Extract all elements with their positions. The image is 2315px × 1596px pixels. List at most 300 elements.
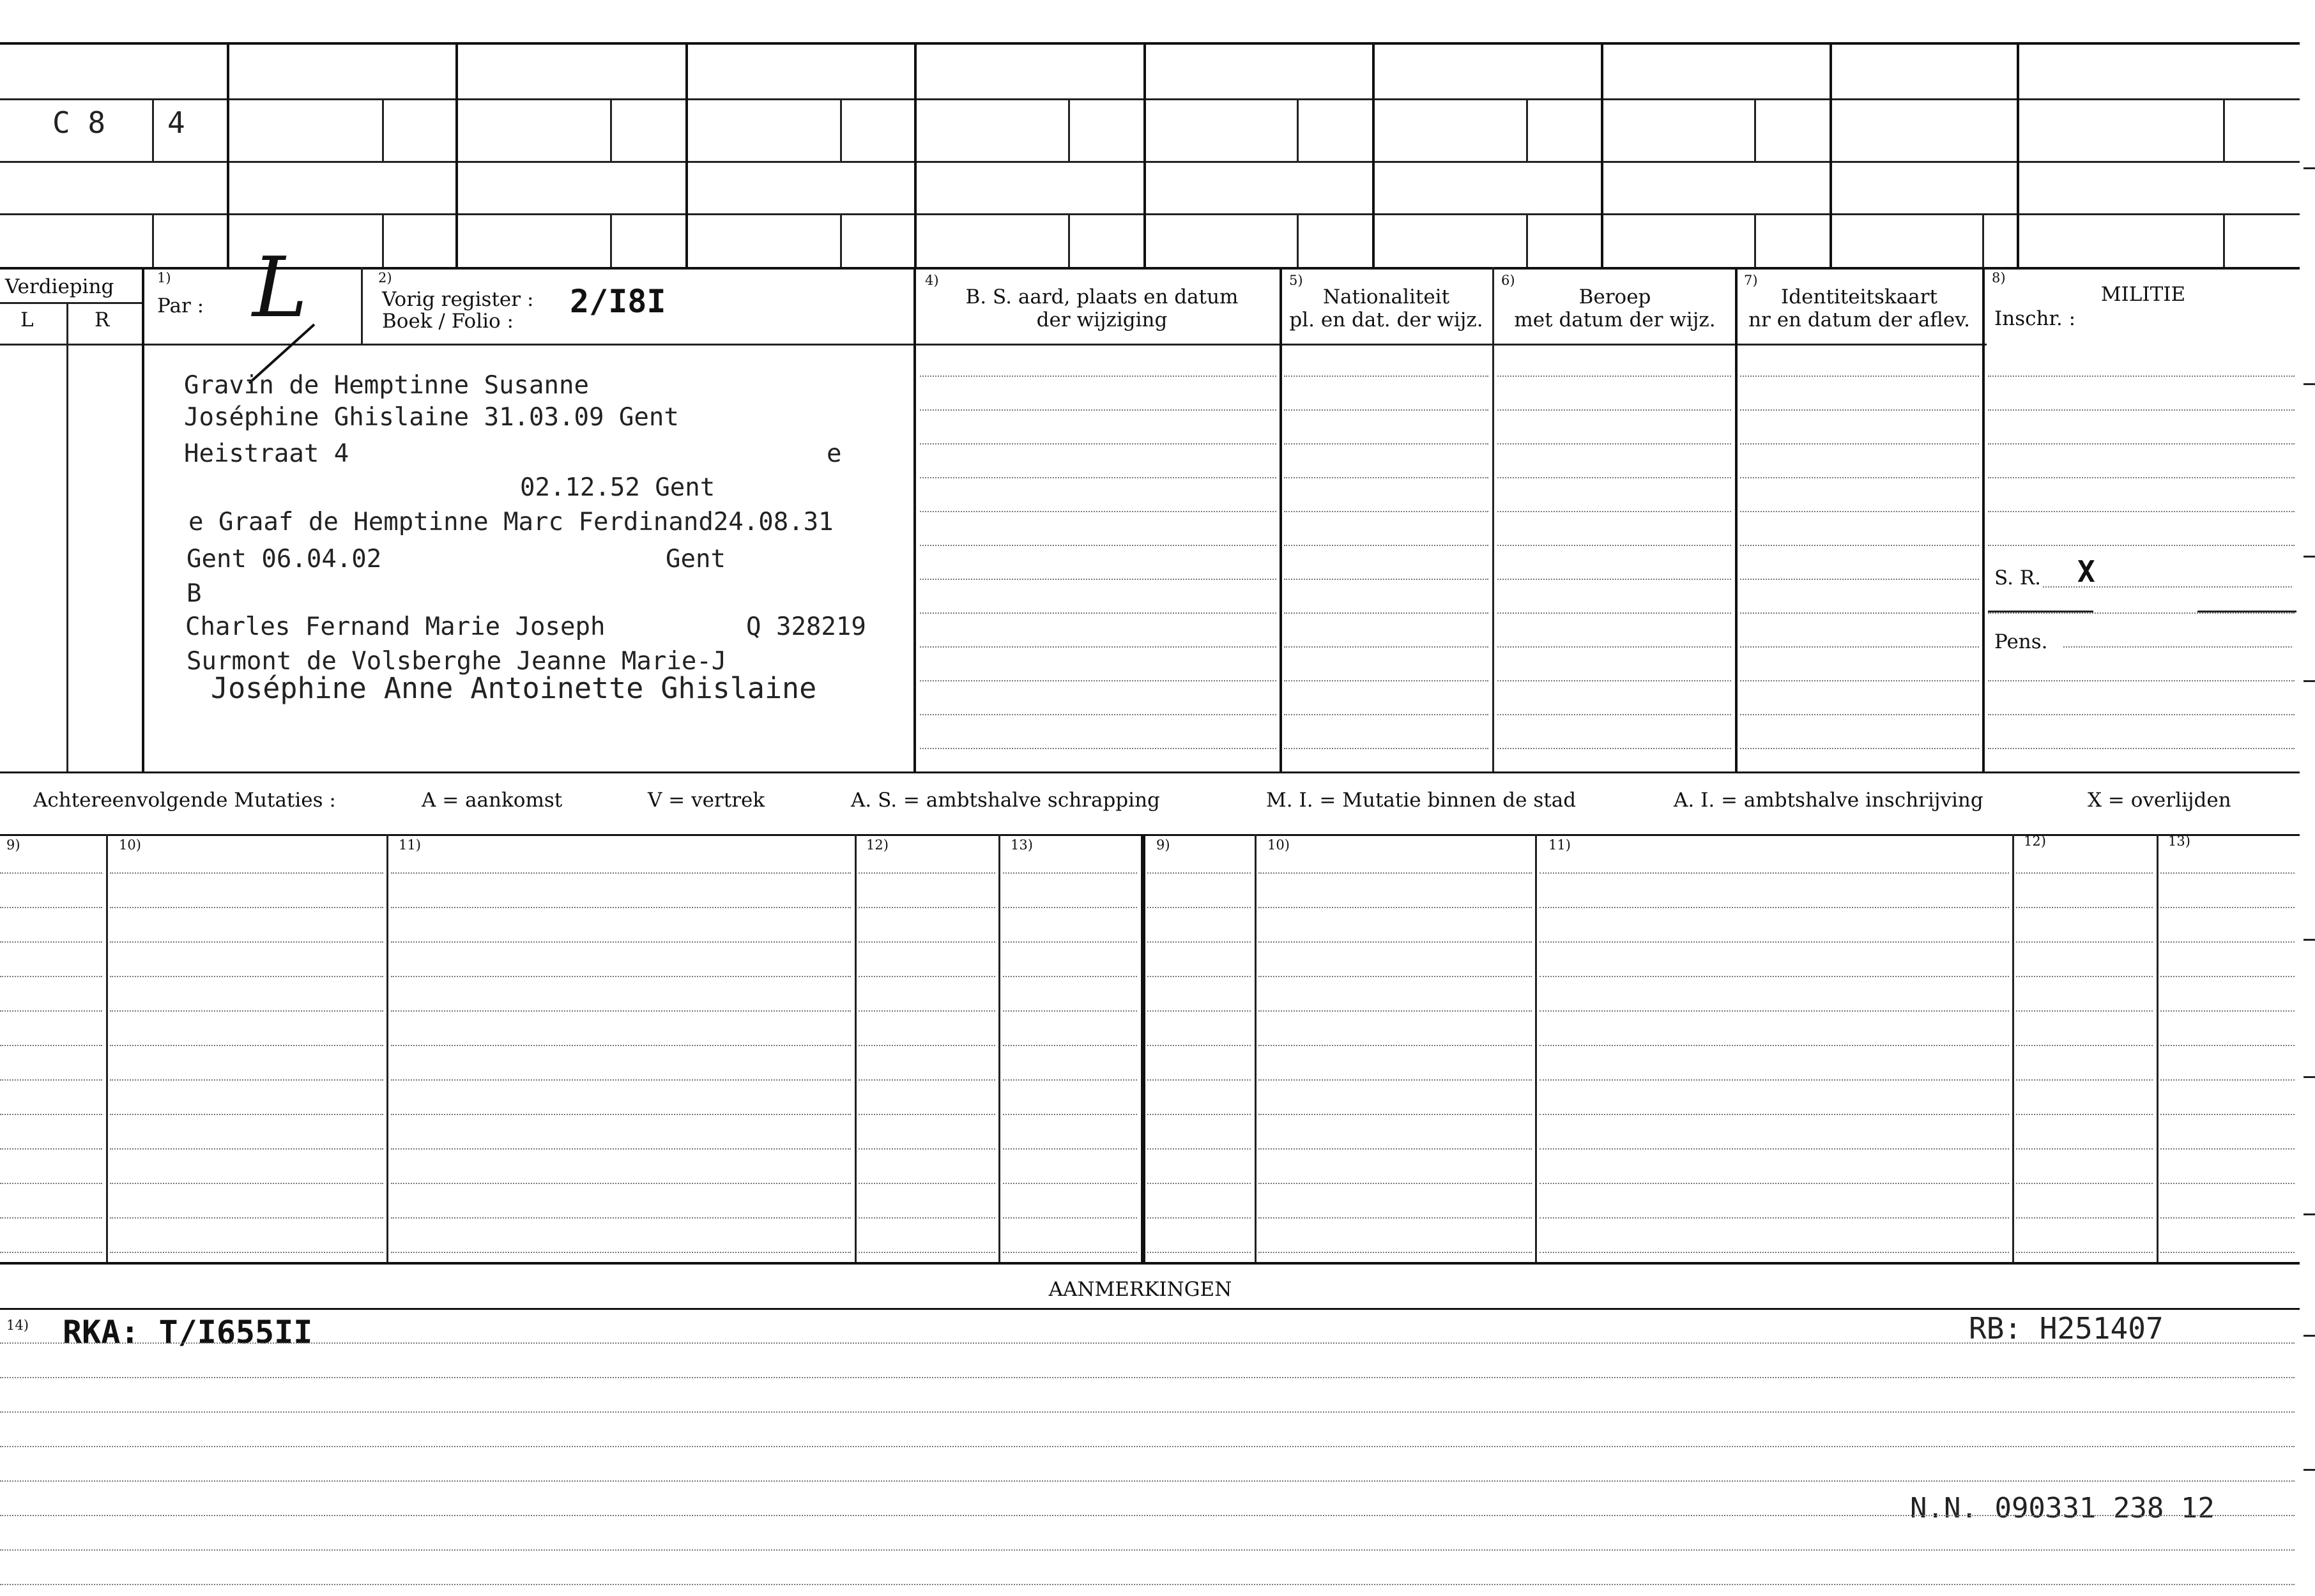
- dotted-line: [1740, 409, 1979, 411]
- dotted-line: [1003, 976, 1137, 977]
- dotted-line: [1147, 1148, 1251, 1150]
- margin-tick: [2304, 383, 2315, 385]
- dotted-line: [2160, 1045, 2295, 1046]
- mut-col-9b: 9): [1156, 837, 1170, 853]
- dotted-line: [859, 1010, 995, 1012]
- dotted-line: [1497, 714, 1731, 715]
- dotted-line: [1147, 1010, 1251, 1012]
- dotted-line: [1003, 1183, 1137, 1184]
- mut-col-line: [998, 834, 1000, 1262]
- dotted-line: [1284, 409, 1488, 411]
- bs-number: 4): [925, 273, 939, 288]
- id-line1: Identiteitskaart: [1781, 285, 1937, 308]
- dotted-line: [1147, 1114, 1251, 1115]
- record-line: B: [187, 579, 202, 608]
- top-subline: [1068, 98, 1070, 161]
- dotted-line: [2016, 1217, 2153, 1219]
- dotted-line: [1497, 545, 1731, 546]
- dotted-line: [1540, 1045, 2009, 1046]
- dotted-line: [1988, 714, 2295, 715]
- top-border: [0, 42, 2300, 45]
- dotted-line: [1740, 646, 1979, 648]
- mutaties-grid-bottom: [0, 1262, 2300, 1265]
- dotted-line: [0, 941, 102, 943]
- dotted-line: [1988, 612, 2295, 614]
- top-vline: [685, 42, 688, 267]
- dotted-line: [1988, 443, 2295, 445]
- top-subline: [1526, 98, 1528, 161]
- dotted-line: [1497, 443, 1731, 445]
- dotted-line: [1284, 477, 1488, 478]
- dotted-line: [859, 1148, 995, 1150]
- dotted-line: [1988, 376, 2295, 377]
- top-subline: [1754, 213, 1756, 267]
- dotted-line: [920, 511, 1276, 512]
- mutaties-title: Achtereenvolgende Mutaties :: [33, 789, 336, 812]
- dotted-line: [1003, 1045, 1137, 1046]
- col-line: [1492, 267, 1494, 771]
- militie-inschr: Inschr. :: [1994, 307, 2076, 330]
- col-line: [1735, 267, 1738, 771]
- dotted-line: [0, 1549, 2295, 1551]
- dotted-line: [1540, 1217, 2009, 1219]
- dotted-line: [2160, 976, 2295, 977]
- dotted-line: [1540, 1183, 2009, 1184]
- record-line: 02.12.52 Gent: [520, 473, 715, 502]
- dotted-line: [1740, 748, 1979, 749]
- dotted-line: [920, 680, 1276, 681]
- dotted-line: [1003, 872, 1137, 874]
- top-subline: [840, 213, 842, 267]
- verdieping-left: L: [20, 308, 34, 331]
- dotted-line: [0, 1480, 2295, 1482]
- record-line: Q 328219: [746, 612, 866, 641]
- dotted-line: [1540, 872, 2009, 874]
- dotted-line: [391, 1045, 851, 1046]
- dotted-line: [859, 941, 995, 943]
- mut-col-10b: 10): [1267, 837, 1290, 853]
- militie-sr-mark: X: [2077, 554, 2095, 589]
- dotted-line: [1258, 1010, 1532, 1012]
- margin-tick: [2304, 167, 2315, 169]
- dotted-line: [2016, 1183, 2153, 1184]
- beroep-line1: Beroep: [1578, 285, 1651, 308]
- par-number: 1): [157, 270, 171, 285]
- dotted-line: [2160, 1079, 2295, 1081]
- militie-sr-line: [2043, 586, 2292, 588]
- top-vline: [227, 42, 229, 267]
- margin-tick: [2304, 1335, 2315, 1337]
- top-row-line-2: [0, 161, 2300, 163]
- record-line: Joséphine Anne Antoinette Ghislaine: [211, 671, 817, 705]
- dotted-line: [110, 976, 383, 977]
- mut-col-line: [1535, 834, 1537, 1262]
- dotted-line: [859, 907, 995, 908]
- dotted-line: [0, 1515, 2295, 1516]
- top-row-line-1: [0, 98, 2300, 100]
- dotted-line: [0, 872, 102, 874]
- aanmerkingen-nn: N.N. 090331 238 12: [1910, 1492, 2215, 1524]
- dotted-line: [2160, 1217, 2295, 1219]
- mut-col-13b: 13): [2168, 833, 2190, 849]
- dotted-line: [1284, 511, 1488, 512]
- dotted-line: [1540, 941, 2009, 943]
- col-line: [913, 267, 916, 771]
- militie-title: MILITIE: [2100, 283, 2186, 306]
- mutaties-item-v: V = vertrek: [648, 789, 765, 812]
- dotted-line: [1540, 907, 2009, 908]
- dotted-line: [859, 1079, 995, 1081]
- record-line: Gent 06.04.02: [187, 545, 382, 574]
- dotted-line: [1147, 1252, 1251, 1253]
- dotted-line: [1284, 646, 1488, 648]
- dotted-line: [1258, 1217, 1532, 1219]
- top-subline: [1754, 98, 1756, 161]
- dotted-line: [1003, 1217, 1137, 1219]
- militie-sr-underline: [1988, 611, 2093, 612]
- record-line: Charles Fernand Marie Joseph: [185, 612, 606, 641]
- record-line: e: [827, 439, 842, 468]
- dotted-line: [1497, 409, 1731, 411]
- dotted-line: [1147, 907, 1251, 908]
- dotted-line: [1147, 941, 1251, 943]
- aanmerkingen-title: AANMERKINGEN: [1048, 1278, 1232, 1301]
- aanmerkingen-rka: RKA: T/I655II: [63, 1314, 313, 1351]
- top-vline: [1372, 42, 1375, 267]
- dotted-line: [920, 477, 1276, 478]
- par-label: Par :: [157, 294, 204, 317]
- dotted-line: [1497, 680, 1731, 681]
- vorig-number: 2): [378, 270, 392, 285]
- dotted-line: [859, 1114, 995, 1115]
- record-line: Gent: [666, 545, 726, 574]
- dotted-line: [0, 1252, 102, 1253]
- mutaties-item-as: A. S. = ambtshalve schrapping: [851, 789, 1160, 812]
- dotted-line: [920, 376, 1276, 377]
- mut-col-line: [1141, 834, 1145, 1262]
- margin-tick: [2304, 680, 2315, 682]
- dotted-line: [1258, 941, 1532, 943]
- dotted-line: [1147, 872, 1251, 874]
- nat-line2: pl. en dat. der wijz.: [1289, 308, 1483, 331]
- dotted-line: [110, 1217, 383, 1219]
- dotted-line: [2160, 907, 2295, 908]
- dotted-line: [859, 976, 995, 977]
- top-vline: [914, 42, 917, 267]
- dotted-line: [0, 1183, 102, 1184]
- margin-tick: [2304, 939, 2315, 941]
- dotted-line: [391, 1217, 851, 1219]
- mutaties-grid-top: [0, 834, 2300, 836]
- dotted-line: [0, 1217, 102, 1219]
- dotted-line: [1258, 907, 1532, 908]
- dotted-line: [859, 1183, 995, 1184]
- dotted-line: [1497, 511, 1731, 512]
- mutaties-top-border: [0, 771, 2300, 773]
- dotted-line: [110, 872, 383, 874]
- dotted-line: [2016, 1114, 2153, 1115]
- dotted-line: [2016, 976, 2153, 977]
- dotted-line: [1497, 748, 1731, 749]
- bs-line1: B. S. aard, plaats en datum: [965, 285, 1239, 308]
- top-vline: [1601, 42, 1603, 267]
- dotted-line: [1284, 714, 1488, 715]
- dotted-line: [1003, 907, 1137, 908]
- dotted-line: [1740, 376, 1979, 377]
- top-vline: [1143, 42, 1146, 267]
- record-line: Gravin de Hemptinne Susanne: [184, 371, 589, 400]
- dotted-line: [1540, 1079, 2009, 1081]
- dotted-line: [2016, 1252, 2153, 1253]
- dotted-line: [1740, 612, 1979, 614]
- col-line: [1982, 267, 1985, 771]
- boek-folio-label: Boek / Folio :: [382, 310, 514, 333]
- record-line: Heistraat 4: [184, 439, 349, 468]
- dotted-line: [1988, 748, 2295, 749]
- dotted-line: [1258, 872, 1532, 874]
- dotted-line: [1497, 477, 1731, 478]
- dotted-line: [1988, 409, 2295, 411]
- dotted-line: [2160, 941, 2295, 943]
- top-subline: [382, 213, 384, 267]
- dotted-line: [2016, 1079, 2153, 1081]
- dotted-line: [2160, 1183, 2295, 1184]
- dotted-line: [0, 1446, 2295, 1447]
- dotted-line: [1003, 1010, 1137, 1012]
- dotted-line: [1540, 1252, 2009, 1253]
- aanmerkingen-number: 14): [6, 1318, 29, 1333]
- mutaties-item-ai: A. I. = ambtshalve inschrijving: [1674, 789, 1983, 812]
- record-line: Joséphine Ghislaine 31.03.09 Gent: [184, 403, 679, 432]
- dotted-line: [0, 1079, 102, 1081]
- par-handwritten-mark: L: [252, 239, 308, 336]
- bs-line2: der wijziging: [1036, 308, 1168, 331]
- dotted-line: [391, 1079, 851, 1081]
- dotted-line: [1147, 1045, 1251, 1046]
- top-subline: [2223, 213, 2225, 267]
- dotted-line: [1258, 1114, 1532, 1115]
- dotted-line: [110, 1114, 383, 1115]
- dotted-line: [1284, 443, 1488, 445]
- mut-col-line: [386, 834, 388, 1262]
- dotted-line: [859, 1252, 995, 1253]
- top-vline: [1830, 42, 1832, 267]
- dotted-line: [1284, 579, 1488, 580]
- dotted-line: [1740, 443, 1979, 445]
- top-code-c8: C 8: [52, 105, 106, 140]
- margin-tick: [2304, 556, 2315, 558]
- verdieping-label: Verdieping: [5, 275, 114, 298]
- dotted-line: [391, 941, 851, 943]
- dotted-line: [1147, 1217, 1251, 1219]
- dotted-line: [1258, 1148, 1532, 1150]
- dotted-line: [859, 872, 995, 874]
- dotted-line: [1988, 511, 2295, 512]
- nat-number: 5): [1289, 273, 1303, 288]
- dotted-line: [110, 1010, 383, 1012]
- dotted-line: [1284, 612, 1488, 614]
- margin-tick: [2304, 1076, 2315, 1078]
- dotted-line: [1147, 1183, 1251, 1184]
- dotted-line: [1497, 646, 1731, 648]
- dotted-line: [1740, 545, 1979, 546]
- aanmerkingen-rb: RB: H251407: [1969, 1311, 2164, 1346]
- mutaties-item-a: A = aankomst: [422, 789, 563, 812]
- dotted-line: [2160, 1148, 2295, 1150]
- record-line: e Graaf de Hemptinne Marc Ferdinand24.08.31: [188, 508, 834, 536]
- dotted-line: [1540, 976, 2009, 977]
- mut-col-line: [106, 834, 108, 1262]
- top-subline: [610, 213, 612, 267]
- dotted-line: [1258, 1183, 1532, 1184]
- dotted-line: [1497, 612, 1731, 614]
- mut-col-13: 13): [1011, 837, 1033, 853]
- dotted-line: [2016, 872, 2153, 874]
- top-subline: [152, 98, 154, 161]
- dotted-line: [920, 545, 1276, 546]
- dotted-line: [1258, 976, 1532, 977]
- top-vline: [2017, 42, 2019, 267]
- col-line: [66, 302, 68, 771]
- dotted-line: [1147, 976, 1251, 977]
- dotted-line: [391, 1114, 851, 1115]
- margin-tick: [2304, 1469, 2315, 1471]
- dotted-line: [110, 941, 383, 943]
- dotted-line: [110, 1252, 383, 1253]
- dotted-line: [2160, 1252, 2295, 1253]
- dotted-line: [2160, 872, 2295, 874]
- dotted-line: [1284, 680, 1488, 681]
- dotted-line: [0, 1148, 102, 1150]
- id-number: 7): [1744, 273, 1758, 288]
- mut-col-line: [2157, 834, 2158, 1262]
- dotted-line: [859, 1217, 995, 1219]
- verdieping-right: R: [95, 308, 110, 331]
- dotted-line: [920, 646, 1276, 648]
- mut-col-line: [1255, 834, 1257, 1262]
- top-subline: [2223, 98, 2225, 161]
- dotted-line: [110, 907, 383, 908]
- dotted-line: [1003, 1252, 1137, 1253]
- verdieping-split: [0, 302, 142, 304]
- dotted-line: [920, 409, 1276, 411]
- dotted-line: [0, 1114, 102, 1115]
- dotted-line: [1988, 680, 2295, 681]
- dotted-line: [0, 1411, 2295, 1413]
- top-subline: [382, 98, 384, 161]
- mut-col-10: 10): [119, 837, 141, 853]
- dotted-line: [0, 907, 102, 908]
- top-subline: [1526, 213, 1528, 267]
- dotted-line: [391, 1183, 851, 1184]
- dotted-line: [1740, 579, 1979, 580]
- dotted-line: [1497, 579, 1731, 580]
- id-line2: nr en datum der aflev.: [1748, 308, 1970, 331]
- top-code-4: 4: [167, 105, 185, 140]
- dotted-line: [1740, 680, 1979, 681]
- mut-col-9: 9): [6, 837, 20, 853]
- dotted-line: [1540, 1114, 2009, 1115]
- mut-col-12b: 12): [2024, 833, 2046, 849]
- dotted-line: [1003, 1079, 1137, 1081]
- dotted-line: [110, 1183, 383, 1184]
- dotted-line: [2016, 1010, 2153, 1012]
- dotted-line: [0, 1377, 2295, 1378]
- top-subline: [610, 98, 612, 161]
- top-subline: [1297, 213, 1299, 267]
- beroep-number: 6): [1501, 273, 1515, 288]
- dotted-line: [920, 612, 1276, 614]
- top-subline: [1297, 98, 1299, 161]
- dotted-line: [110, 1079, 383, 1081]
- dotted-line: [2016, 1045, 2153, 1046]
- dotted-line: [859, 1045, 995, 1046]
- dotted-line: [920, 579, 1276, 580]
- dotted-line: [391, 1148, 851, 1150]
- dotted-line: [2016, 941, 2153, 943]
- militie-sr-label: S. R.: [1994, 566, 2042, 589]
- mut-col-11b: 11): [1548, 837, 1571, 853]
- dotted-line: [1258, 1079, 1532, 1081]
- nat-line1: Nationaliteit: [1322, 285, 1450, 308]
- dotted-line: [0, 1045, 102, 1046]
- dotted-line: [1988, 545, 2295, 546]
- dotted-line: [1003, 941, 1137, 943]
- dotted-line: [391, 1252, 851, 1253]
- mut-col-line: [855, 834, 857, 1262]
- dotted-line: [1258, 1252, 1532, 1253]
- top-subline: [152, 213, 154, 267]
- dotted-line: [110, 1045, 383, 1046]
- dotted-line: [0, 1010, 102, 1012]
- mutaties-item-x: X = overlijden: [2088, 789, 2231, 812]
- dotted-line: [1540, 1148, 2009, 1150]
- mut-col-12: 12): [866, 837, 889, 853]
- aanmerkingen-top: [0, 1308, 2300, 1310]
- top-subline: [1068, 213, 1070, 267]
- dotted-line: [0, 1584, 2295, 1585]
- top-subline: [1982, 213, 1984, 267]
- dotted-line: [1540, 1010, 2009, 1012]
- dotted-line: [1258, 1045, 1532, 1046]
- dotted-line: [2160, 1010, 2295, 1012]
- dotted-line: [0, 1342, 2295, 1344]
- dotted-line: [1284, 748, 1488, 749]
- col-line: [1280, 267, 1282, 771]
- dotted-line: [1740, 511, 1979, 512]
- vorig-value: 2/I8I: [570, 283, 666, 320]
- dotted-line: [1740, 477, 1979, 478]
- militie-pens-line: [2063, 646, 2292, 648]
- dotted-line: [1284, 376, 1488, 377]
- dotted-line: [1147, 1079, 1251, 1081]
- mut-col-line: [2012, 834, 2014, 1262]
- dotted-line: [1284, 545, 1488, 546]
- dotted-line: [2016, 1148, 2153, 1150]
- militie-pens-label: Pens.: [1994, 630, 2048, 653]
- col-line: [142, 267, 144, 771]
- dotted-line: [920, 443, 1276, 445]
- dotted-line: [391, 907, 851, 908]
- dotted-line: [920, 748, 1276, 749]
- top-subline: [840, 98, 842, 161]
- header-top-border: [0, 267, 2300, 270]
- dotted-line: [391, 872, 851, 874]
- dotted-line: [110, 1148, 383, 1150]
- top-row-line-3: [0, 213, 2300, 215]
- dotted-line: [2160, 1114, 2295, 1115]
- dotted-line: [1740, 714, 1979, 715]
